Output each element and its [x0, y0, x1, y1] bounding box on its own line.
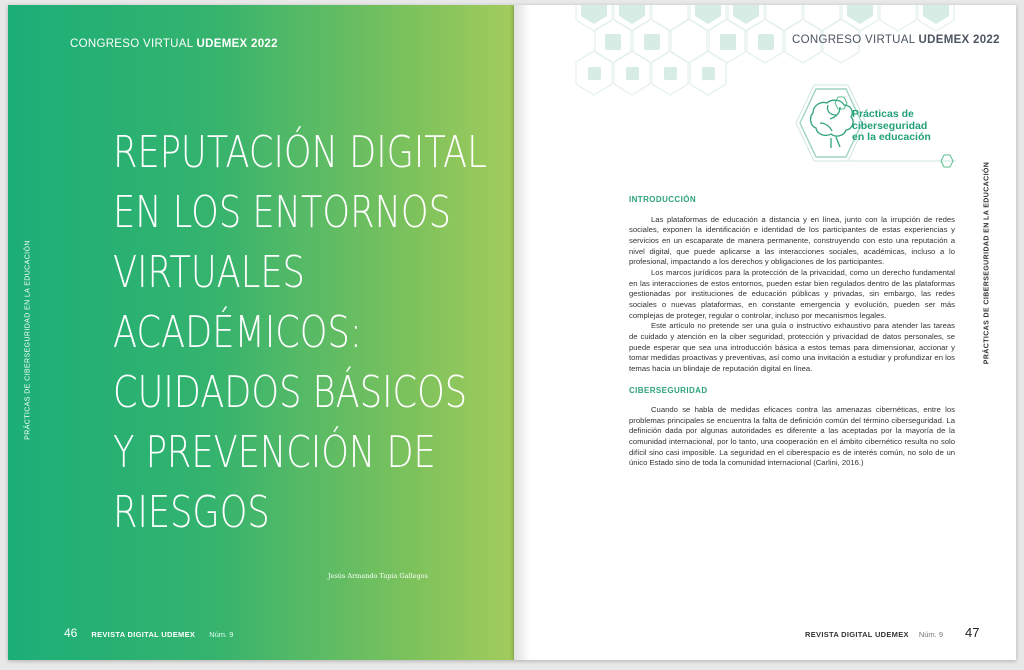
right-page-number: 47	[965, 625, 980, 640]
section-heading: INTRODUCCIÓN	[629, 195, 697, 204]
right-header-bold: UDEMEX 2022	[918, 34, 1000, 46]
section-badge	[852, 109, 931, 144]
body-paragraph: Las plataformas de educación a distancia y en línea, junto con la irrupción de redes sociales, exponen la identificación e identidad de los participantes de estas experiencias y servicios en un escaparate de manera permanente, construyendo con esto una reputación a nivel digital, que puede aplicarse a las interacciones sociales, académicas, incluso a lo profesional, impactando a los derechos y obligaciones de los participantes.	[629, 214, 955, 267]
section-heading: CIBERSEGURIDAD	[629, 385, 708, 395]
right-header-text: CONGRESO VIRTUAL	[792, 34, 916, 46]
title-line: EN LOS ENTORNOS	[113, 187, 451, 238]
right-vertical-label: PRÁCTICAS DE CIBERSEGURIDAD EN LA EDUCACIÓN	[983, 161, 991, 365]
author-name: Jesús Armando Tapia Gallegos	[328, 572, 428, 580]
title-line: VIRTUALES	[113, 247, 305, 298]
left-issue-number: Núm. 9	[209, 630, 234, 639]
title-line: REPUTACIÓN DIGITAL	[113, 127, 487, 178]
left-vertical-label: PRÁCTICAS DE CIBERSEGURIDAD EN LA EDUCACIÓN	[24, 240, 32, 440]
badge-line: en la educación	[852, 131, 931, 143]
title-line: RIESGOS	[113, 487, 270, 538]
title-line: CUIDADOS BÁSICOS	[113, 367, 468, 418]
left-footer	[64, 626, 233, 640]
title-line: Y PREVENCIÓN DE	[113, 427, 436, 478]
article-body	[629, 195, 955, 469]
badge-line: ciberseguridad	[852, 119, 928, 132]
left-header	[70, 38, 278, 50]
left-magazine-name: REVISTA DIGITAL UDEMEX	[91, 630, 196, 639]
right-magazine-name: REVISTA DIGITAL UDEMEX	[805, 630, 909, 639]
title-line: ACADÉMICOS:	[113, 307, 362, 358]
body-paragraph: Cuando se habla de medidas eficaces contra las amenazas cibernéticas, entre los problemas principales se encuentra la falta de definición común del término ciberseguridad. La definición dada por algunas autoridades es diferente a las aceptadas por la mayoría de la comunidad internacional, por lo tanto, una cooperación en el ámbito cibernético resulta no solo difícil sino casi imposible. La seguridad en el ciberespacio es de interés común, no solo de un único Estado sino de toda la comunidad internacional (Carlini, 2016.)	[629, 405, 955, 468]
body-paragraph: Los marcos jurídicos para la protección de la privacidad, como un derecho fundamental en las interacciones de estos entornos, pueden estar bien regulados dentro de las plataformas gestionadas por instituciones de educación públicas y privadas, sin embargo, las redes sociales o nuevas plataformas, en constante emergencia y evolución, pueden ser más complejas de proteger, regular o controlar, incluso por mecanismos legales.	[629, 267, 955, 320]
article-title	[113, 123, 487, 543]
section-cybersecurity	[629, 386, 955, 470]
badge-line: Prácticas de	[852, 108, 914, 120]
right-page	[514, 5, 1016, 660]
left-page	[8, 5, 514, 660]
right-issue-number: Núm. 9	[918, 630, 944, 639]
body-paragraph: Este artículo no pretende ser una guía o instructivo exhaustivo para atender las tareas de cuidado y atención en la ciber seguridad, protección y privacidad de datos personales, se puede esperar que sea una introducción básica a estos temas para dimensionar, accionar y tomar medidas proactivas y preventivas, así como una invitación a estudiar y profundizar en los temas hacia un blindaje de reputación digital en línea.	[629, 321, 955, 373]
right-gutter-shadow	[514, 5, 530, 660]
left-header-bold: UDEMEX 2022	[196, 38, 278, 50]
left-header-text: CONGRESO VIRTUAL	[70, 38, 194, 50]
left-page-number: 46	[64, 626, 78, 640]
right-footer	[805, 625, 980, 640]
right-header	[792, 34, 1000, 46]
